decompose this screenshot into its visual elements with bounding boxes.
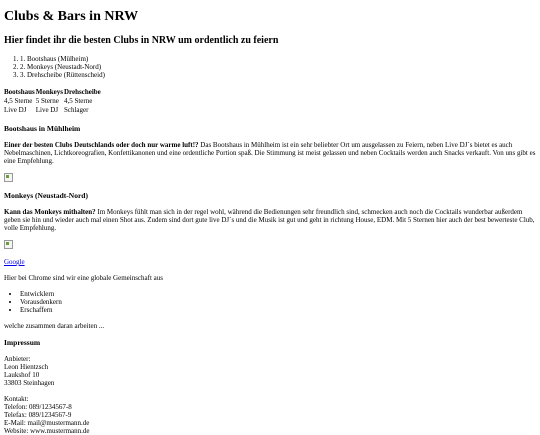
kontakt-telefon: Telefon: 089/1234567-8 <box>4 403 72 411</box>
table-header: Monkeys <box>35 88 63 96</box>
list-item: • Entwicklern <box>20 290 536 298</box>
ranking-item: 2. 2. Monkeys (Neustadt-Nord) <box>20 63 536 71</box>
table-cell: Live DJ <box>35 106 59 114</box>
monkeys-heading: Monkeys (Neustadt-Nord) <box>4 191 88 200</box>
kontakt-telefax: Telefax: 089/1234567-9 <box>4 411 72 419</box>
table-header-row <box>4 88 101 96</box>
ranking-item: 1. 1. Bootshaus (Mülheim) <box>20 55 536 63</box>
table-cell: 5 Sterne <box>35 97 59 105</box>
broken-image-icon <box>4 173 13 182</box>
table-cell: Live DJ <box>4 106 27 114</box>
table-header: Bootshaus <box>4 88 35 96</box>
bootshaus-paragraph <box>4 141 536 165</box>
anbieter-block <box>4 355 536 387</box>
broken-image-icon <box>4 240 13 249</box>
anbieter-name: Leon Hientzsch <box>4 363 49 371</box>
table-cell: 4,5 Sterne <box>4 97 33 105</box>
kontakt-block <box>4 395 536 435</box>
table-header: Drehscheibe <box>63 88 101 96</box>
page-title: Clubs & Bars in NRW <box>4 9 139 24</box>
table-row <box>4 106 101 114</box>
monkeys-paragraph <box>4 208 536 232</box>
ranking-list <box>4 55 536 79</box>
impressum-heading: Impressum <box>4 338 41 347</box>
table-cell: 4,5 Sterne <box>63 97 93 105</box>
monkeys-image-placeholder <box>4 240 536 248</box>
monkeys-lead: Kann das Monkeys mithalten? <box>4 208 96 216</box>
club-table <box>3 87 102 115</box>
google-link[interactable]: Google <box>4 258 25 266</box>
bootshaus-text: Das Bootshaus in Mühlheim ist ein sehr beliebter Ort um ausgelassen zu Feiern, neben Live DJ´s bietet es auch Nebelmaschinen, Lichtkoreografien, Konfettikanonen und eine ordentliche Portion spaß. Die Stimmung ist meist gelassen und neben Cocktails werden auch Snacks verkauft. Von uns gibt es eine Empfehlung. <box>4 141 536 165</box>
table-row <box>4 97 101 105</box>
kontakt-label: Kontakt: <box>4 395 29 403</box>
table-cell: Schlager <box>63 106 89 114</box>
monkeys-text: Im Monkeys fühlt man sich in der regel wohl, während die Bedienungen sehr freundlich sind, schmecken auch noch die Cocktails wunderbar außerdem geben sie hin und wieder auch mal einen Shot aus. Zudem sind dort gute live DJ´s und die Musik ist gut und geht in richtung House, EDM. Mit 5 Sternen hier auch der best bewerteste Club, volle Empfehlung. <box>4 208 535 232</box>
bootshaus-lead: Einer der besten Clubs Deutschlands oder doch nur warme luft!? <box>4 141 199 149</box>
chrome-text: Hier bei Chrome sind wir eine globale Gemeinschaft aus <box>4 274 164 282</box>
ranking-item: 3. 3. Drehscheibe (Rüttenscheid) <box>20 71 536 79</box>
page-subtitle: Hier findet ihr die besten Clubs in NRW um ordentlich zu feiern <box>4 35 279 46</box>
bootshaus-image-placeholder <box>4 173 536 181</box>
anbieter-street: Laukshof 10 <box>4 371 40 379</box>
kontakt-email: E-Mail: mail@mustermann.de <box>4 419 90 427</box>
kontakt-website: Website: www.mustermann.de <box>4 427 90 435</box>
chrome-list <box>4 290 536 314</box>
google-link-paragraph <box>4 258 536 266</box>
anbieter-city: 33803 Steinhagen <box>4 379 55 387</box>
list-item: • Vorausdenkern <box>20 298 536 306</box>
list-item: • Erschaffern <box>20 306 536 314</box>
together-text: welche zusammen daran arbeiten ... <box>4 322 105 330</box>
anbieter-label: Anbieter: <box>4 355 31 363</box>
bootshaus-heading: Bootshaus in Mühlheim <box>4 124 81 133</box>
